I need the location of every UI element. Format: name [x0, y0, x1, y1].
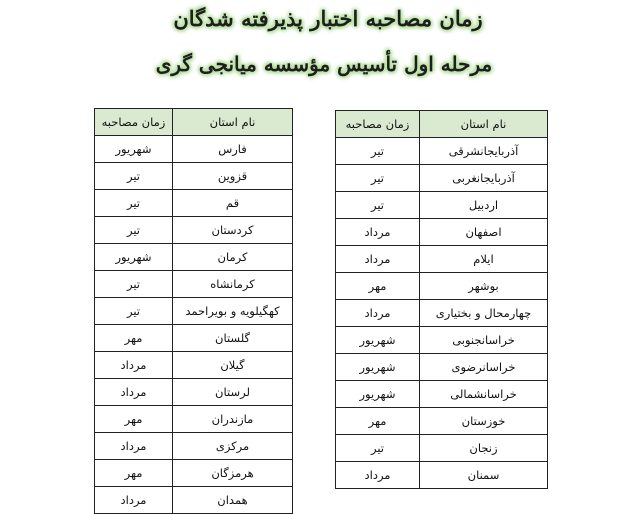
province-name-cell: کرمانشاه: [173, 271, 293, 298]
province-name-cell: قم: [173, 190, 293, 217]
interview-time-cell: مرداد: [336, 462, 420, 489]
province-name-cell: کردستان: [173, 217, 293, 244]
interview-time-cell: مهر: [95, 325, 173, 352]
province-name-cell: چهارمحال و بختیاری: [420, 300, 548, 327]
interview-time-cell: تیر: [95, 217, 173, 244]
province-name-cell: گیلان: [173, 352, 293, 379]
province-name-cell: گلستان: [173, 325, 293, 352]
table-row: [336, 192, 548, 219]
province-name-cell: فارس: [173, 136, 293, 163]
table-row: [95, 244, 293, 271]
interview-time-cell: تیر: [336, 435, 420, 462]
document-title: زمان مصاحبه اختبار پذیرفته شدگان: [173, 6, 483, 31]
table-row: [336, 219, 548, 246]
interview-time-cell: شهریور: [336, 354, 420, 381]
interview-time-cell: مرداد: [95, 379, 173, 406]
table-row: [95, 325, 293, 352]
right-provinces-table: [335, 110, 548, 489]
province-name-cell: آذربایجانغربی: [420, 165, 548, 192]
table-row: [336, 408, 548, 435]
interview-time-cell: مرداد: [95, 433, 173, 460]
province-name-cell: بوشهر: [420, 273, 548, 300]
table-row: [336, 327, 548, 354]
column-header-province: نام استان: [173, 109, 293, 136]
interview-time-cell: تیر: [95, 271, 173, 298]
interview-time-cell: مرداد: [336, 300, 420, 327]
table-row: [336, 165, 548, 192]
interview-time-cell: مهر: [95, 406, 173, 433]
province-name-cell: خراسانشمالی: [420, 381, 548, 408]
province-name-cell: خراسانرضوی: [420, 354, 548, 381]
interview-time-cell: مهر: [336, 273, 420, 300]
table-row: [95, 217, 293, 244]
table-row: [95, 487, 293, 514]
province-name-cell: زنجان: [420, 435, 548, 462]
interview-time-cell: تیر: [95, 298, 173, 325]
interview-time-cell: شهریور: [336, 381, 420, 408]
table-row: [95, 163, 293, 190]
table-row: [95, 271, 293, 298]
province-name-cell: مازندران: [173, 406, 293, 433]
table-row: [336, 381, 548, 408]
table-row: [95, 352, 293, 379]
province-name-cell: اصفهان: [420, 219, 548, 246]
table-row: [336, 300, 548, 327]
interview-time-cell: تیر: [336, 165, 420, 192]
province-name-cell: قزوین: [173, 163, 293, 190]
table-row: [95, 298, 293, 325]
province-name-cell: همدان: [173, 487, 293, 514]
right-table-body: [336, 138, 548, 489]
interview-time-cell: مهر: [336, 408, 420, 435]
column-header-interview-time: زمان مصاحبه: [95, 109, 173, 136]
column-header-interview-time: زمان مصاحبه: [336, 111, 420, 138]
document-subtitle: مرحله اول تأسیس مؤسسه میانجی گری: [155, 52, 493, 76]
interview-time-cell: مرداد: [95, 487, 173, 514]
province-name-cell: لرستان: [173, 379, 293, 406]
table-row: [336, 138, 548, 165]
column-header-province: نام استان: [420, 111, 548, 138]
interview-time-cell: تیر: [95, 190, 173, 217]
province-name-cell: مرکزی: [173, 433, 293, 460]
interview-time-cell: شهریور: [95, 244, 173, 271]
table-row: [95, 379, 293, 406]
interview-time-cell: تیر: [336, 192, 420, 219]
table-row: [95, 406, 293, 433]
table-row: [336, 246, 548, 273]
province-name-cell: آذربایجانشرقی: [420, 138, 548, 165]
left-table-body: [95, 136, 293, 514]
province-name-cell: خراسانجنوبی: [420, 327, 548, 354]
province-name-cell: هرمزگان: [173, 460, 293, 487]
table-row: [95, 190, 293, 217]
table-row: [336, 435, 548, 462]
table-row: [95, 136, 293, 163]
interview-time-cell: شهریور: [336, 327, 420, 354]
table-row: [336, 273, 548, 300]
table-row: [336, 462, 548, 489]
province-name-cell: کرمان: [173, 244, 293, 271]
interview-time-cell: مرداد: [95, 352, 173, 379]
left-provinces-table: [94, 108, 293, 514]
table-header-row: [95, 109, 293, 136]
province-name-cell: اردبیل: [420, 192, 548, 219]
table-row: [336, 354, 548, 381]
table-row: [95, 460, 293, 487]
province-name-cell: سمنان: [420, 462, 548, 489]
province-name-cell: خوزستان: [420, 408, 548, 435]
interview-time-cell: مرداد: [336, 219, 420, 246]
interview-time-cell: تیر: [95, 163, 173, 190]
province-name-cell: کهگیلویه و بویراحمد: [173, 298, 293, 325]
interview-time-cell: مرداد: [336, 246, 420, 273]
table-header-row: [336, 111, 548, 138]
table-row: [95, 433, 293, 460]
interview-time-cell: شهریور: [95, 136, 173, 163]
interview-time-cell: مهر: [95, 460, 173, 487]
province-name-cell: ایلام: [420, 246, 548, 273]
interview-time-cell: تیر: [336, 138, 420, 165]
